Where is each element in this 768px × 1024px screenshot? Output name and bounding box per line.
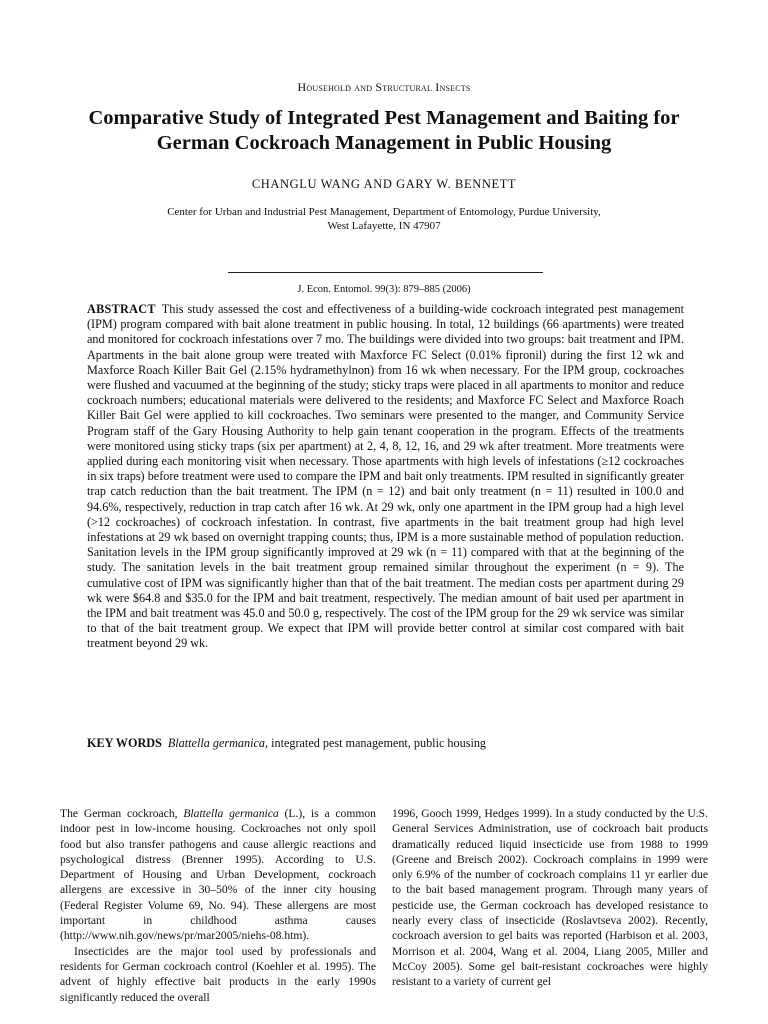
abstract [87,302,684,652]
keywords-rest: , integrated pest management, public housing [265,736,487,750]
divider-rule [228,272,543,273]
abstract-text: This study assessed the cost and effectiveness of a building-wide cockroach integrated pest management (IPM) program compared with bait alone treatment in public housing. In total, 12 buildings (66 apartments) were treated and monitored for cockroach infestations over 7 mo. The buildings were divided into two groups: bait treatment and IPM. Apartments in the bait alone group were treated with Maxforce FC Select (0.01% fipronil) during the first 12 wk and Maxforce Roach Killer Bait Gel (2.15% hydramethylnon) from 16 wk when necessary. For the IPM group, cockroaches were flushed and vacuumed at the beginning of the study; sticky traps were placed in all apartments to monitor and reduce cockroach numbers; educational materials were delivered to the residents; and Maxforce FC Select and Maxforce Roach Killer Bait Gel were applied to kill cockroaches. Two seminars were presented to the manger, and Community Service Program staff of the Gary Housing Authority to help gain tenant cooperation in the program. Effects of the treatments were monitored using sticky traps (six per apartment) at 2, 4, 8, 12, 16, and 29 wk after treatment. More treatments were applied during each monitoring visit when necessary. Those apartments with high levels of infestations (≥12 cockroaches in six traps) before treatment were used to compare the IPM and bait only treatments. IPM resulted in significantly greater trap catch reduction than the bait treatment. The IPM (n = 12) and bait only treatment (n = 11) resulted in 100.0 and 94.6%, respectively, reduction in trap catch after 16 wk. At 29 wk, only one apartment in the IPM group had a high level (>12 cockroaches) of cockroach infestation. In contrast, five apartments in the bait treatment group had high level infestations at 29 wk based on overnight trapping counts; thus, IPM is a more sustainable method of population reduction. Sanitation levels in the IPM group significantly improved at 29 wk (n = 11) compared with that at the beginning of the study. The sanitation levels in the bait treatment group remained similar throughout the experiment (n = 9). The cumulative cost of IPM was significantly higher than that of the bait treatment. The median costs per apartment during 29 wk were $64.8 and $35.0 for the IPM and bait treatment, respectively. The median amount of bait used per apartment in the IPM and bait treatment was 45.0 and 50.0 g, respectively. The cost of the IPM group for the 29 wk service was similar to that of the bait treatment group. We expect that IPM will provide better control at similar cost compared with bait treatment beyond 29 wk. [87,302,684,651]
paragraph [60,806,376,944]
keywords-species: Blattella germanica [167,736,265,750]
body-column-left [60,806,376,1005]
article-title: Comparative Study of Integrated Pest Management and Baiting for German Cockroach Management in Public Housing [88,107,680,154]
species-name: Blattella germanica [183,807,279,820]
paragraph: 1996, Gooch 1999, Hedges 1999). In a study conducted by the U.S. General Services Administration, use of cockroach bait products dramatically reduced liquid insecticide use from 1988 to 1999 (Greene and Breisch 2002). Cockroach complains in 1999 were only 6.9% of the number of cockroach complains 11 yr earlier due to the bait based management program. Through many years of pesticide use, the German cockroach has developed resistance to nearly every class of insecticide (Roslavtseva 2002). Recently, cockroach aversion to gel baits was reported (Harbison et al. 2003, Morrison et al. 2004, Wang et al. 2004, Liang 2005, Miller and McCoy 2005). Some gel bait-resistant cockroaches were highly resistant to a variety of current gel [392,807,708,989]
text-run: The German cockroach, [60,807,184,820]
affiliation-line-1: Center for Urban and Industrial Pest Management, Department of Entomology, Purdue University, [167,206,601,218]
journal-citation: J. Econ. Entomol. 99(3): 879–885 (2006) [297,284,471,295]
keywords [87,736,684,751]
abstract-label: ABSTRACT [87,302,156,316]
affiliation [100,205,668,233]
affiliation-line-2: West Lafayette, IN 47907 [327,220,441,232]
paragraph: Insecticides are the major tool used by professionals and residents for German cockroach control (Koehler et al. 1995). The advent of highly effective bait products in the early 1990s significantly reduced the overall [60,944,376,1004]
section-heading: Household and Structural Insects [297,80,471,94]
body-column-right [392,806,708,990]
keywords-label: KEY WORDS [87,736,162,750]
authors: CHANGLU WANG AND GARY W. BENNETT [251,177,517,191]
text-run: (L.), is a common indoor pest in low-income housing. Cockroaches not only spoil food but also transfer pathogens and cause allergic reactions and psychological distress (Brenner 1995). According to U.S. Department of Housing and Urban Development, cockroach allergens are excessive in 30–50% of the inner city housing (Federal Register Volume 69, No. 94). These allergens are most important in childhood asthma causes (http://www.nih.gov/news/pr/mar2005/niehs-08.htm). [60,807,376,943]
